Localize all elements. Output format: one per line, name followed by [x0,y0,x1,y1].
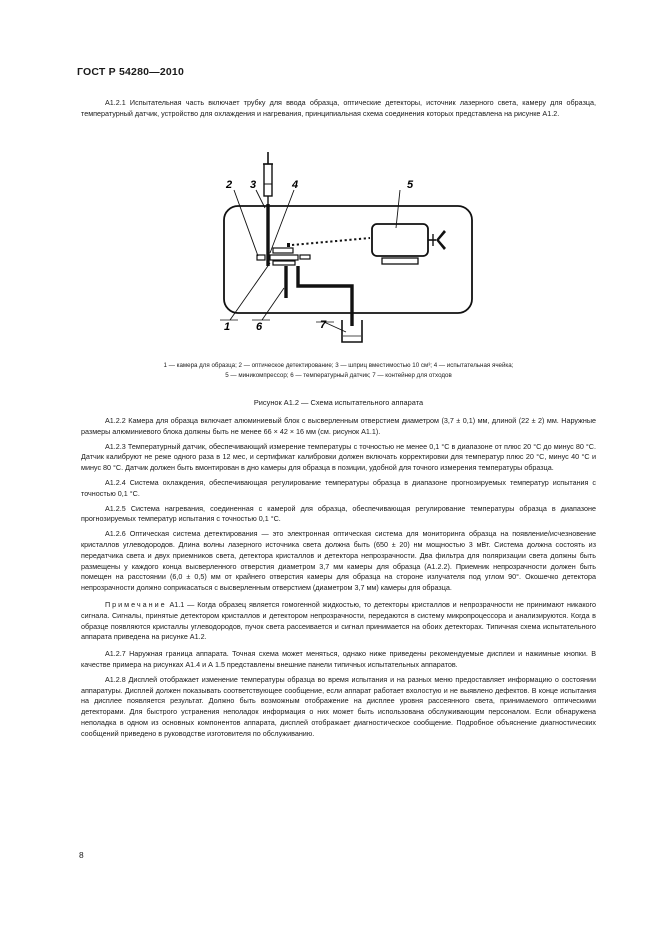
note-label: Примечание [105,599,167,609]
note-text: А1.1 — Когда образец является гомогенной жидкостью, то детекторы кристаллов и непрозрачности не принимают никакого сигнала. Сигналы, принятые детектором кристаллов и детектором непрозрачности, передаются в систему микропроцессора и анализируются. Когда в образце появляются кристаллы углеводородов, пучок света рассеивается и сигнал принимается на обоих детекторах. Типичная схема испытательного аппарата приведена на рисунке А1.2. [81,599,596,642]
figure-legend-line-2: 5 — миникомпрессор; 6 — температурный датчик; 7 — контейнер для отходов [225,372,452,379]
sample-chamber [257,243,310,265]
note-a1-1 [81,600,596,643]
light-path [292,238,370,245]
figure-label-4: 4 [292,179,299,191]
paragraph-a1-2-7: А1.2.7 Наружная граница аппарата. Точная схема может меняться, однако ниже приведены рекомендуемые дисплеи и нажимные кнопки. В качестве примера на рисунках А1.4 и А 1.5 представлены внешние панели типичных испытательных аппаратов. [81,649,596,669]
leader-6 [262,288,284,320]
figure-legend-line-1: 1 — камера для образца; 2 — оптическое детектирование; 3 — шприц вместимостью 10 см³; 4 — испытательная ячейка; [163,362,514,369]
paragraph-a1-2-2: А1.2.2 Камера для образца включает алюминиевый блок с высверленным отверстием диаметром (3,7 ± 0,1) мм, длиной (22 ± 2) мм. Наружные размеры алюминиевого блока должны быть не менее 66 × 42 × 16 мм (см. рисунок А1.1). [81,416,596,436]
paragraph-a1-2-1: А1.2.1 Испытательная часть включает трубку для ввода образца, оптические детекторы, источник лазерного света, камеру для образца, температурный датчик, устройство для охлаждения и нагревания, принципиальная схема соединения которых представлена на рисунке А1.2. [81,98,596,118]
intro-block [81,98,596,124]
figure-label-5: 5 [407,179,414,191]
apparatus-figure [210,148,480,348]
apparatus-schematic [210,148,480,348]
figure-label-7: 7 [320,319,327,331]
syringe-icon [263,152,273,204]
figure-label-3: 3 [250,179,257,191]
paragraph-a1-2-4: А1.2.4 Система охлаждения, обеспечивающая регулирование температуры образца в диапазоне прогнозируемых температур испытания с точностью 0,1 °С. [81,477,596,498]
figure-title: Рисунок А1.2 — Схема испытательного аппарата [253,398,424,407]
paragraph-a1-2-6: А1.2.6 Оптическая система детектирования — это электронная оптическая система для мониторинга образца на появление/исчезновение кристаллов углеводородов. Длина волны лазерного источника света должна быть (650 ± 20) нм мощностью 3 мВт. Система должна состоять из передатчика света и двух приемников света, детектора кристаллов и детектора непрозрачности. Два фильтра для поляризации света должны быть размещены у каждого конца высверленного отверстия диаметром 3,7 мм камеры для образца (А1.2.2). Приемник непрозрачности должен быть помещен на расстоянии (6,0 ± 0,5) мм от крайнего отверстия камеры для образца на стороне излучателя под углом 90°. Окошечко детектора непрозрачности должно соприкасаться с высверленным отверстием (диаметром 3,7 мм) камеры для образца. [81,529,596,593]
figure-label-1: 1 [224,321,231,333]
standard-header: ГОСТ Р 54280—2010 [77,66,185,78]
leader-4 [270,190,294,253]
page-number: 8 [79,850,84,860]
paragraph-a1-2-8: А1.2.8 Дисплей отображает изменение температуры образца во время испытания и на разных меню предоставляет информацию о состоянии аппаратуры. Дисплей должен показывать соответствующее сообщение, если аппарат работает вхолостую и не выявлено дефектов. В конце испытания на дисплее появляется результат. Должно быть возможным отображение на дисплее уровня рассеянного света, принимаемого оптическими детекторами. Для быстрого устранения неполадок информация о них может быть использована обслуживающим персоналом. Если обнаружена неполадка в одном из основных компонентов аппарата, дисплей отображает диагностическое сообщение. Подробное объяснение диагностических сообщений приведено в руководстве изготовителя по обслуживанию. [81,674,596,738]
leader-5 [396,190,400,228]
leader-1 [230,263,270,320]
body-block-1 [81,416,596,744]
paragraph-a1-2-3: А1.2.3 Температурный датчик, обеспечивающий измерение температуры с точностью не менее 0,1 °С в диапазоне от плюс 20 °С до минус 80 °С. Датчик калибруют не реже одного раза в 12 мес, и сертификат калибровки должен включать корректировки для температур плюс 20 °С, минус 40 °С и минус 80 °С. Датчик должен быть вмонтирован в дно камеры для образца в позиции, удобной для точного измерения температуры образца. [81,441,596,473]
monitor-icon [372,224,436,264]
figure-label-6: 6 [256,321,263,333]
paragraph-a1-2-5: А1.2.5 Система нагревания, соединенная с камерой для образца, обеспечивающая регулирование температуры образца в диапазоне прогнозируемых температур испытания с точностью 0,1 °С. [81,503,596,524]
waste-pipe [298,266,352,326]
leader-2 [234,190,258,256]
figure-label-2: 2 [226,179,233,191]
